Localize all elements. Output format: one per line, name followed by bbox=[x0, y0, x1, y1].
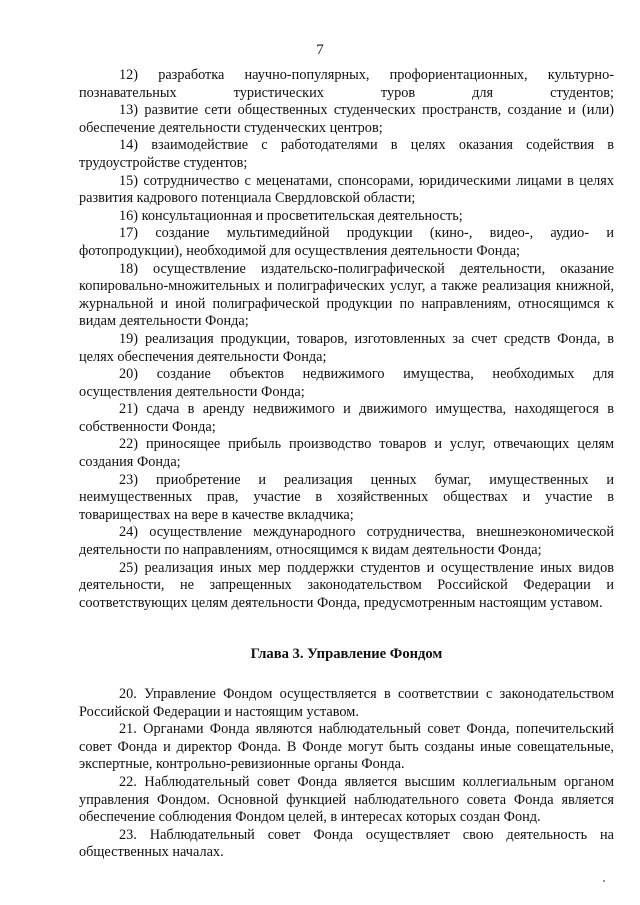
list-item bbox=[79, 524, 614, 559]
chapter-title: Глава 3. Управление Фондом bbox=[250, 646, 443, 663]
list-item bbox=[79, 331, 614, 366]
clause-number: 20. bbox=[119, 686, 137, 702]
list-item bbox=[79, 436, 614, 471]
item-number: 18) bbox=[119, 260, 139, 277]
item-number: 22) bbox=[119, 436, 139, 453]
page-number: 7 bbox=[316, 42, 324, 58]
item-number: 20) bbox=[119, 366, 139, 383]
item-number: 25) bbox=[119, 559, 139, 576]
list-item bbox=[79, 137, 614, 172]
item-number: 12) bbox=[119, 67, 139, 83]
item-text: создание объектов недвижимого имущества, необходимых для осуществления деятельности Фонда; bbox=[79, 366, 614, 400]
item-number: 21) bbox=[119, 401, 139, 418]
clauses-list bbox=[79, 686, 614, 862]
clause bbox=[79, 827, 614, 862]
item-number: 16) bbox=[119, 207, 139, 224]
list-item bbox=[79, 560, 614, 613]
clause-text: Наблюдательный совет Фонда осуществляет свою деятельность на общественных началах. bbox=[79, 826, 615, 861]
clause-text: Управление Фондом осуществляется в соответствии с законодательством Российской Федерации и настоящим уставом. bbox=[79, 686, 615, 720]
item-number: 15) bbox=[119, 172, 139, 189]
clause-text: Наблюдательный совет Фонда является высшим коллегиальным органом управления Фондом. Основной функцией наблюдательного совета Фонда является обеспечение соблюдения Фондом целей, в интересах которых создан Фонд. bbox=[79, 773, 614, 826]
item-text: создание мультимедийной продукции (кино-, видео-, аудио- и фотопродукции), необходимой для осуществления деятельности Фонда; bbox=[79, 225, 614, 259]
document-body bbox=[79, 67, 614, 862]
list-item bbox=[79, 401, 614, 436]
list-item bbox=[79, 67, 614, 102]
item-text: реализация продукции, товаров, изготовленных за счет средств Фонда, в целях обеспечения деятельности Фонда; bbox=[79, 330, 615, 365]
clause-number: 21. bbox=[119, 721, 137, 738]
item-text: взаимодействие с работодателями в целях оказания содействия в трудоустройстве студентов; bbox=[79, 137, 615, 171]
item-text: сотрудничество с меценатами, спонсорами, юридическими лицами в целях развития кадрового потенциала Свердловской области; bbox=[79, 172, 615, 207]
scan-speck bbox=[603, 880, 605, 882]
clause bbox=[79, 774, 614, 827]
item-number: 17) bbox=[119, 225, 139, 242]
list-item bbox=[79, 261, 614, 331]
item-text: осуществление международного сотрудничества, внешнеэкономической деятельности по направлениям, относящимся к видам деятельности Фонда; bbox=[79, 524, 614, 559]
item-text: приобретение и реализация ценных бумаг, имущественных и неимущественных прав, участие в хозяйственных обществах и участие в товариществах на вере в качестве вкладчика; bbox=[79, 471, 614, 523]
item-text: приносящее прибыль производство товаров и услуг, отвечающих целям создания Фонда; bbox=[79, 436, 614, 471]
item-number: 24) bbox=[119, 524, 139, 541]
list-item bbox=[79, 225, 614, 260]
item-text: реализация иных мер поддержки студентов и осуществление иных видов деятельности, не запрещенных законодательством Российской Федерации и соответствующих целям деятельности Фонда, предусмотренным настоящим уставом. bbox=[79, 559, 614, 611]
item-text: осуществление издательско-полиграфической деятельности, оказание копировально-множительных и полиграфических услуг, а также реализация книжной, журнальной и иной полиграфической продукции по направлениям, относящимся к видам деятельности Фонда; bbox=[79, 260, 615, 330]
list-item bbox=[79, 173, 614, 208]
list-item bbox=[79, 472, 614, 525]
list-item bbox=[79, 102, 614, 137]
list-item bbox=[79, 208, 614, 226]
item-number: 13) bbox=[119, 102, 139, 119]
list-item bbox=[79, 366, 614, 401]
activities-list bbox=[79, 67, 614, 612]
clause bbox=[79, 721, 614, 774]
item-number: 14) bbox=[119, 137, 139, 154]
item-number: 23) bbox=[119, 471, 139, 488]
item-text: консультационная и просветительская деятельность; bbox=[141, 207, 463, 224]
item-text: сдача в аренду недвижимого и движимого имущества, находящегося в собственности Фонда; bbox=[79, 401, 614, 435]
item-number: 19) bbox=[119, 330, 139, 347]
clause-text: Органами Фонда являются наблюдательный совет Фонда, попечительский совет Фонда и директор Фонда. В Фонде могут быть созданы иные совещательные, экспертные, контрольно-ревизионные органы Фонда. bbox=[79, 721, 614, 773]
clause bbox=[79, 686, 614, 721]
clause-number: 22. bbox=[119, 773, 137, 790]
item-text: разработка научно-популярных, профориентационных, культурно-познавательных туристических туров для студентов; bbox=[79, 67, 614, 101]
item-text: развитие сети общественных студенческих пространств, создание и (или) обеспечение деятельности студенческих центров; bbox=[79, 102, 615, 136]
clause-number: 23. bbox=[119, 826, 137, 843]
